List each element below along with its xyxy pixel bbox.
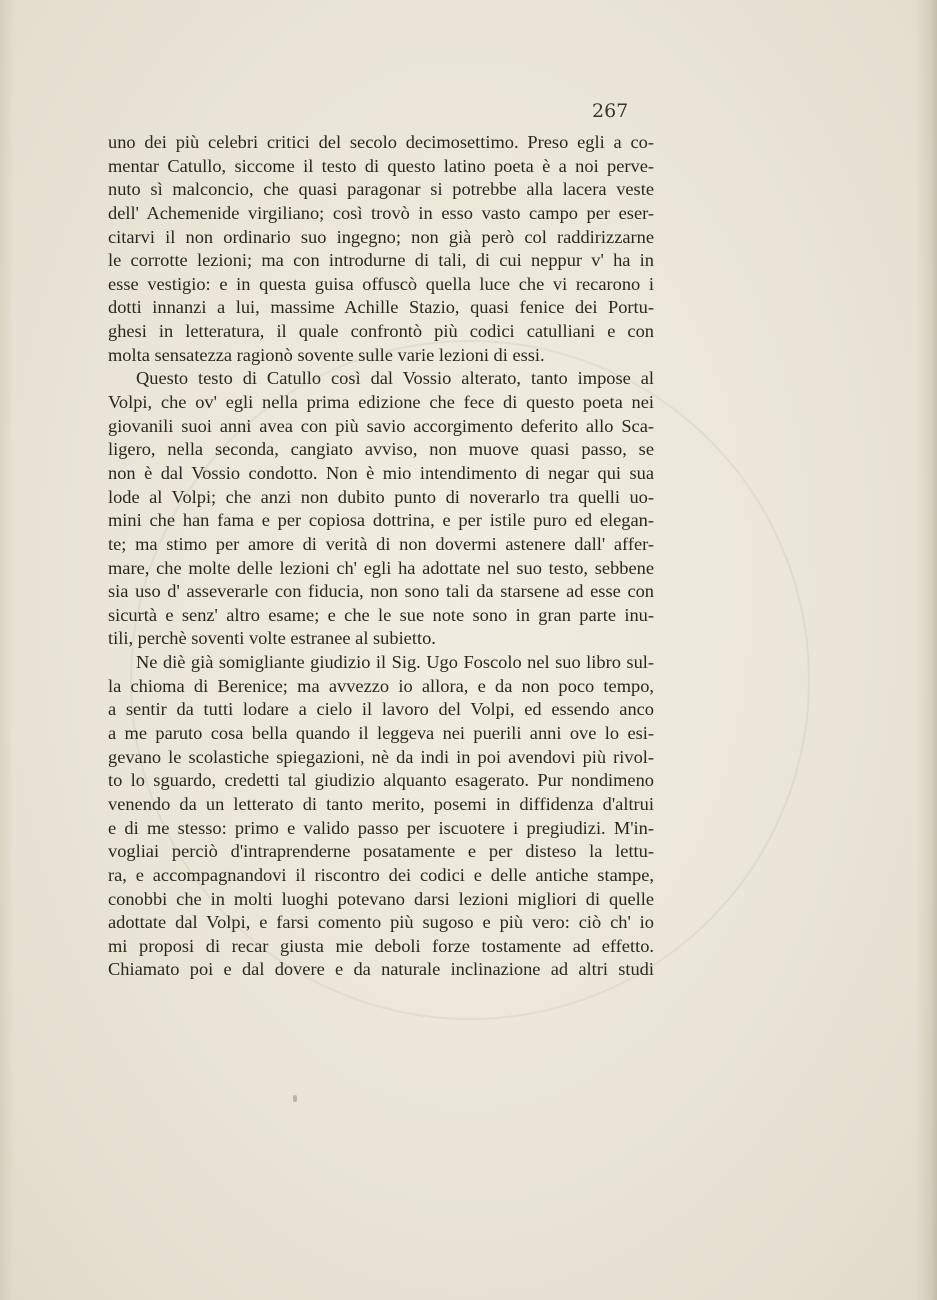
text-line: to lo sguardo, credetti tal giudizio alquanto esagerato. Pur nondimeno	[108, 770, 654, 791]
text-line: a me paruto cosa bella quando il leggeva nei puerili anni ove lo esi-	[108, 723, 654, 744]
text-line: a sentir da tutti lodare a cielo il lavoro del Volpi, ed essendo anco	[108, 699, 654, 720]
text-line: la chioma di Berenice; ma avvezzo io allora, e da non poco tempo,	[108, 675, 654, 696]
text-line: vogliai perciò d'intraprenderne posatamente e per disteso la lettu-	[108, 841, 654, 862]
text-line: adottate dal Volpi, e farsi comento più sugoso e più vero: ciò ch' io	[108, 912, 654, 933]
text-line: esse vestigio: e in questa guisa offuscò quella luce che vi recarono i	[108, 273, 654, 294]
paragraph-start-line: Questo testo di Catullo così dal Vossio alterato, tanto impose al	[136, 368, 654, 389]
text-line: mini che han fama e per copiosa dottrina, e per istile puro ed elegan-	[108, 510, 654, 531]
text-line: giovanili suoi anni avea con più savio accorgimento deferito allo Sca-	[108, 415, 654, 436]
text-line: nuto sì malconcio, che quasi paragonar si potrebbe alla lacera veste	[108, 179, 654, 200]
text-line: mentar Catullo, siccome il testo di questo latino poeta è a noi perve-	[108, 155, 654, 176]
text-line: Volpi, che ov' egli nella prima edizione che fece di questo poeta nei	[108, 392, 654, 413]
text-line: le corrotte lezioni; ma con introdurne di tali, di cui neppur v' ha in	[108, 250, 654, 271]
text-line: dell' Achemenide virgiliano; così trovò in esso vasto campo per eser-	[108, 202, 654, 223]
text-line: dotti innanzi a lui, massime Achille Stazio, quasi fenice dei Portu-	[108, 297, 654, 318]
body-text	[108, 131, 654, 982]
text-line: sia uso d' asseverarle con fiducia, non sono tali da starsene ad esse con	[108, 581, 654, 602]
text-line: mi proposi di recar giusta mie deboli forze tostamente ad effetto.	[108, 935, 654, 956]
text-line: Chiamato poi e dal dovere e da naturale inclinazione ad altri studi	[108, 959, 654, 980]
paragraph-end-line: tili, perchè soventi volte estranee al subietto.	[108, 628, 436, 649]
text-line: conobbi che in molti luoghi potevano darsi lezioni migliori di quelle	[108, 888, 654, 909]
page-number: 267	[592, 100, 629, 122]
paragraph-start-line: Ne diè già somigliante giudizio il Sig. Ugo Foscolo nel suo libro sul-	[136, 652, 654, 673]
paragraph-end-line: molta sensatezza ragionò sovente sulle varie lezioni di essi.	[108, 344, 545, 365]
page-left-edge	[0, 0, 14, 1300]
text-line: lode al Volpi; che anzi non dubito punto di noverarlo tra quelli uo-	[108, 486, 654, 507]
text-line: ra, e accompagnandovi il riscontro dei codici e delle antiche stampe,	[108, 864, 654, 885]
text-line: mare, che molte delle lezioni ch' egli ha adottate nel suo testo, sebbene	[108, 557, 654, 578]
text-line: te; ma stimo per amore di verità di non dovermi astenere dall' affer-	[108, 533, 654, 554]
paper-speck	[293, 1095, 297, 1102]
text-line: uno dei più celebri critici del secolo decimosettimo. Preso egli a co-	[108, 132, 654, 152]
text-line: non è dal Vossio condotto. Non è mio intendimento di negar qui sua	[108, 462, 654, 483]
text-line: e di me stesso: primo e valido passo per iscuotere i pregiudizi. M'in-	[108, 817, 654, 838]
text-line: gevano le scolastiche spiegazioni, nè da indi in poi avendovi più rivol-	[108, 746, 654, 767]
text-line: venendo da un letterato di tanto merito, posemi in diffidenza d'altrui	[108, 793, 654, 814]
text-line: citarvi il non ordinario suo ingegno; non già però col raddirizzarne	[108, 226, 654, 247]
text-line: sicurtà e senz' altro esame; e che le sue note sono in gran parte inu-	[108, 604, 654, 625]
page-right-edge	[915, 0, 937, 1300]
text-line: ligero, nella seconda, cangiato avviso, non muove quasi passo, se	[108, 439, 654, 460]
text-line: ghesi in letteratura, il quale confrontò più codici catulliani e con	[108, 321, 654, 342]
